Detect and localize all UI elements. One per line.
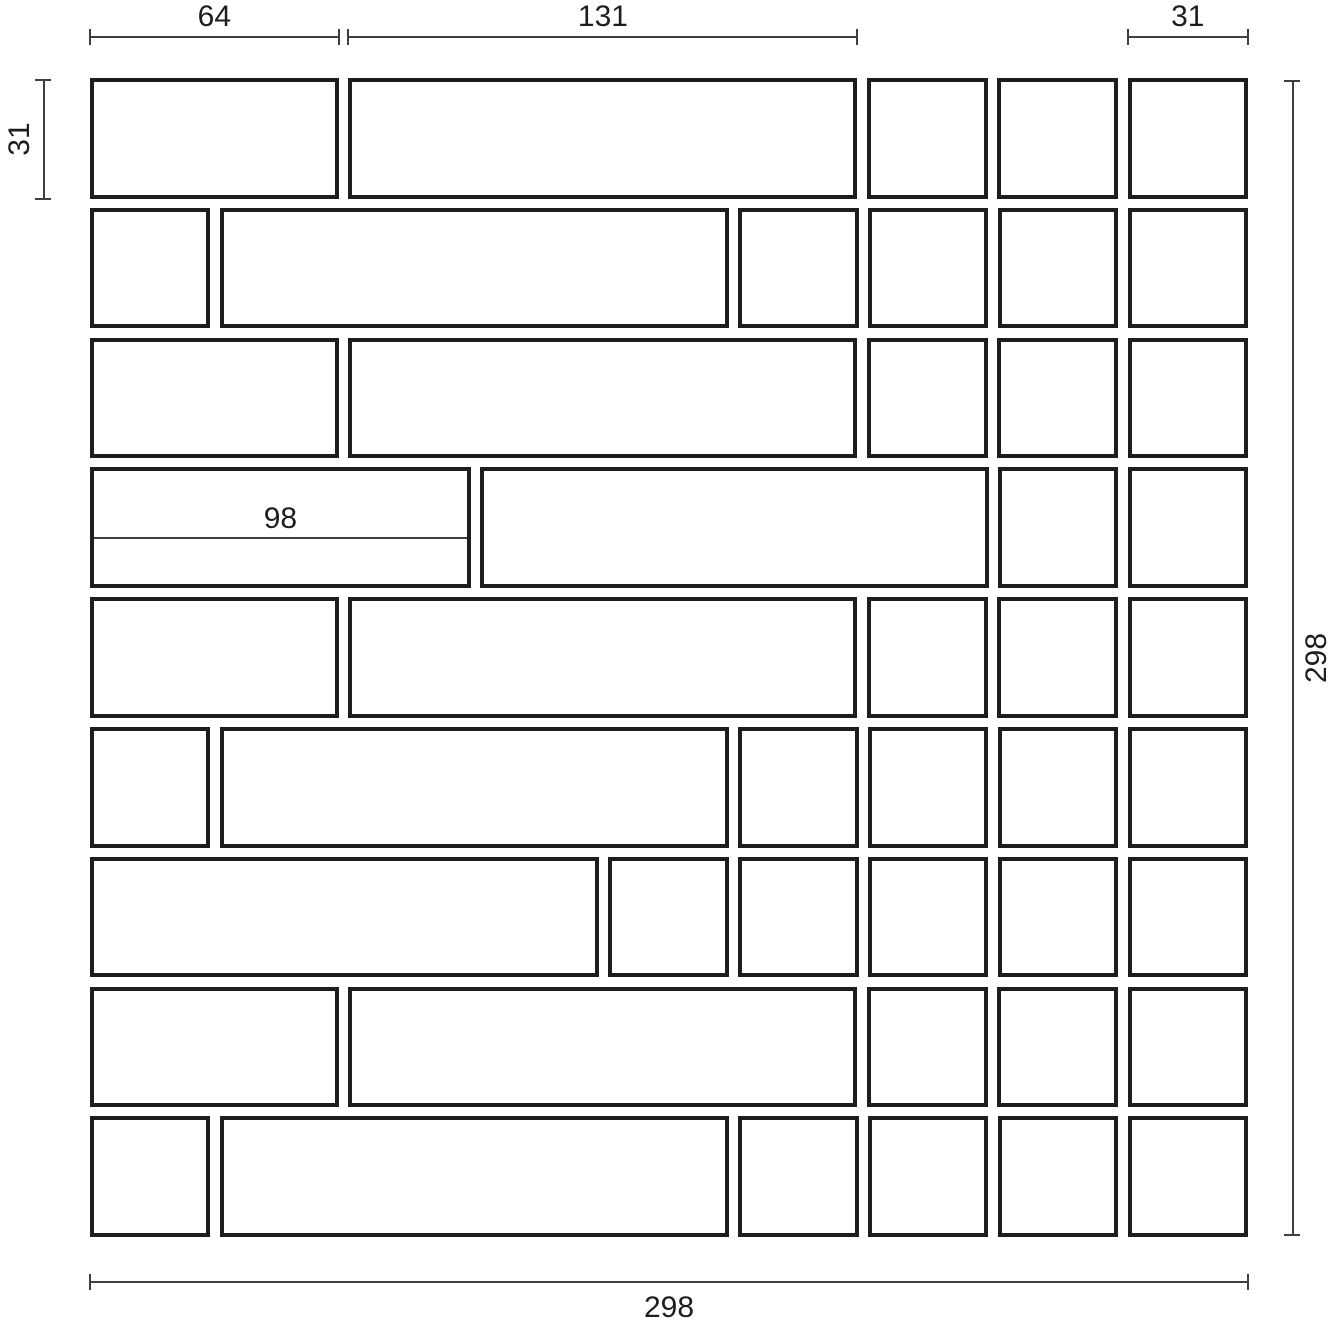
tile-row6-col4 — [868, 727, 988, 848]
tile-row7-col6 — [1128, 857, 1248, 978]
tile-row7-col5 — [998, 857, 1118, 978]
dimension-top-64-label: 64 — [197, 0, 232, 33]
dimension-top-64-tick-start — [89, 29, 91, 45]
tile-row5-col1 — [90, 597, 339, 718]
tile-row1-col5 — [1128, 78, 1248, 199]
tile-row8-col2 — [348, 987, 857, 1108]
tile-row6-col5 — [998, 727, 1118, 848]
tile-row2-col5 — [998, 208, 1118, 329]
tile-row6-col3 — [738, 727, 858, 848]
tile-row9-col2 — [220, 1116, 729, 1237]
tile-row5-col3 — [867, 597, 987, 718]
dimension-left-row-height-line — [43, 80, 45, 199]
tile-row7-col1 — [90, 857, 599, 978]
tile-row1-col3 — [867, 78, 987, 199]
tile-row7-col4 — [868, 857, 988, 978]
dimension-bottom-width-line — [90, 1281, 1248, 1283]
dimension-right-height-tick-end — [1284, 1234, 1300, 1236]
dimension-top-31-label: 31 — [1171, 0, 1205, 33]
dimension-right-height-tick-start — [1284, 80, 1300, 82]
dimension-top-64-tick-end — [338, 29, 340, 45]
tile-row7-col3 — [738, 857, 858, 978]
tile-row6-col2 — [220, 727, 729, 848]
dimension-bottom-width-label: 298 — [643, 1291, 695, 1322]
tile-row1-col4 — [997, 78, 1117, 199]
tile-row1-col2 — [348, 78, 857, 199]
tile-row3-col1 — [90, 338, 339, 459]
dimension-bottom-width-tick-start — [89, 1274, 91, 1290]
tile-row9-col6 — [1128, 1116, 1248, 1237]
tile-row6-col6 — [1128, 727, 1248, 848]
dimension-left-row-height-label: 31 — [3, 122, 36, 156]
dimension-right-height-label: 298 — [1300, 632, 1333, 684]
tile-row2-col2 — [220, 208, 729, 329]
tile-row3-col4 — [997, 338, 1117, 459]
tile-row9-col5 — [998, 1116, 1118, 1237]
dimension-top-131-tick-start — [347, 29, 349, 45]
dimension-top-131-tick-end — [856, 29, 858, 45]
dimension-left-row-height-tick-start — [35, 79, 51, 81]
tile-row2-col1 — [90, 208, 210, 329]
tile-row5-col4 — [997, 597, 1117, 718]
tile-row2-col4 — [868, 208, 988, 329]
tile-row1-col1 — [90, 78, 339, 199]
tile-row9-col1 — [90, 1116, 210, 1237]
tile-row8-col3 — [867, 987, 987, 1108]
tile-row4-col4 — [1128, 467, 1248, 588]
dimension-right-height-line — [1292, 81, 1294, 1235]
dimension-top-131-line — [348, 36, 857, 38]
tile-row8-col4 — [997, 987, 1117, 1108]
tile-row2-col3 — [738, 208, 858, 329]
tile-row8-col5 — [1128, 987, 1248, 1108]
dimension-bottom-width-tick-end — [1247, 1274, 1249, 1290]
dimension-top-31-line — [1128, 36, 1248, 38]
tile-row5-col5 — [1128, 597, 1248, 718]
dimension-top-131-label: 131 — [577, 0, 628, 33]
dimension-top-31-tick-end — [1247, 29, 1249, 45]
tile-row2-col6 — [1128, 208, 1248, 329]
tile-row3-col5 — [1128, 338, 1248, 459]
tile-row9-col3 — [738, 1116, 858, 1237]
tile-row6-col1 — [90, 727, 210, 848]
dimension-top-31-tick-start — [1127, 29, 1129, 45]
tile-row3-col3 — [867, 338, 987, 459]
tile-row7-col2 — [608, 857, 728, 978]
dimension-left-row-height-tick-end — [35, 198, 51, 200]
dimension-inner-98-label: 98 — [263, 501, 298, 535]
dimension-top-64-line — [90, 36, 339, 38]
tile-row9-col4 — [868, 1116, 988, 1237]
tile-row8-col1 — [90, 987, 339, 1108]
tile-row4-col3 — [998, 467, 1118, 588]
tile-row5-col2 — [348, 597, 857, 718]
tile-row3-col2 — [348, 338, 857, 459]
dimension-inner-98-line — [94, 537, 467, 539]
tile-row4-col2 — [480, 467, 989, 588]
